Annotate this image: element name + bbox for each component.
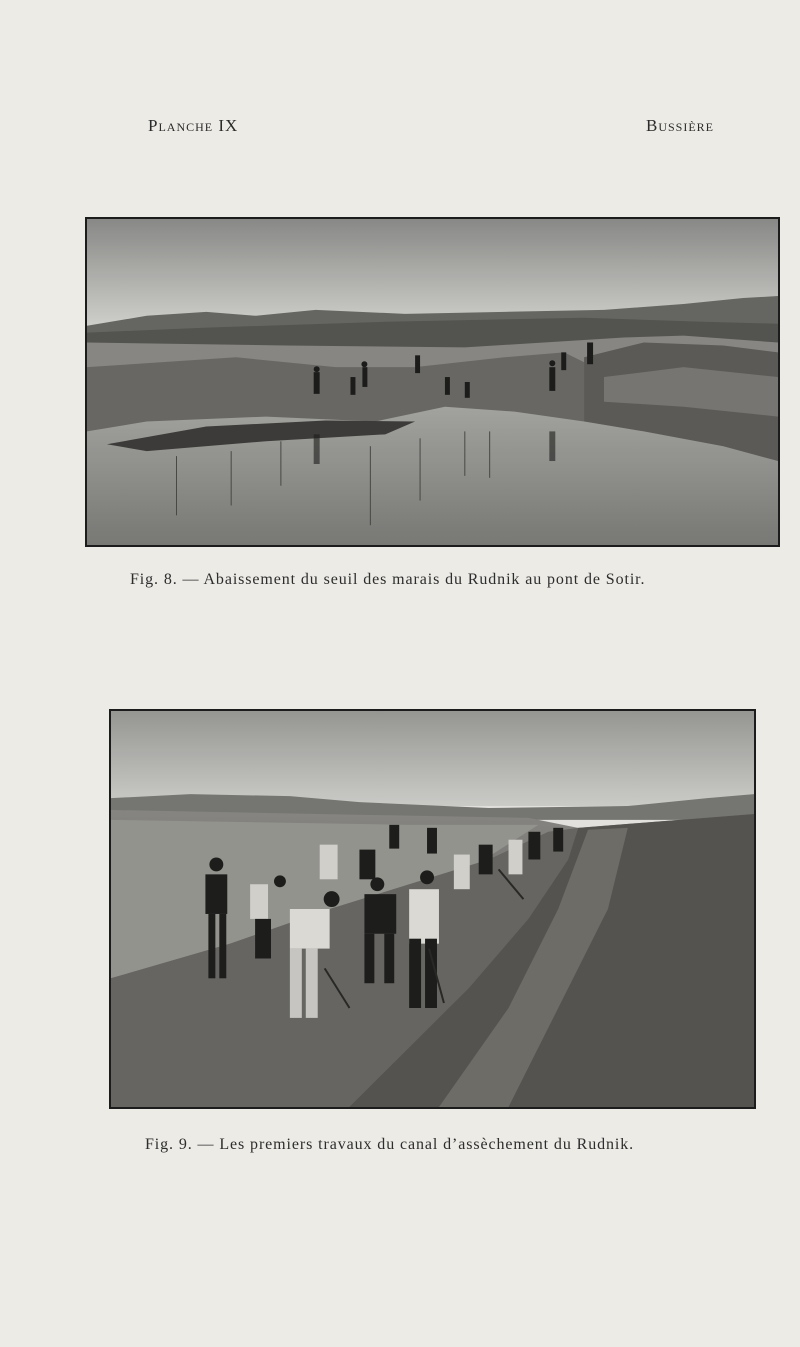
author-name: Bussière <box>645 116 714 135</box>
figure-8-photo <box>85 217 780 547</box>
marsh-photograph <box>87 219 778 545</box>
plate-number: Planche IX <box>148 116 239 135</box>
page-header <box>148 114 714 138</box>
canal-works-photograph <box>111 711 754 1107</box>
figure-9-caption: Fig. 9. — Les premiers travaux du canal d’assèchement du Rudnik. <box>145 1136 635 1153</box>
figure-8-caption: Fig. 8. — Abaissement du seuil des marais du Rudnik au pont de Sotir. <box>130 571 646 588</box>
figure-9-photo <box>109 709 756 1109</box>
